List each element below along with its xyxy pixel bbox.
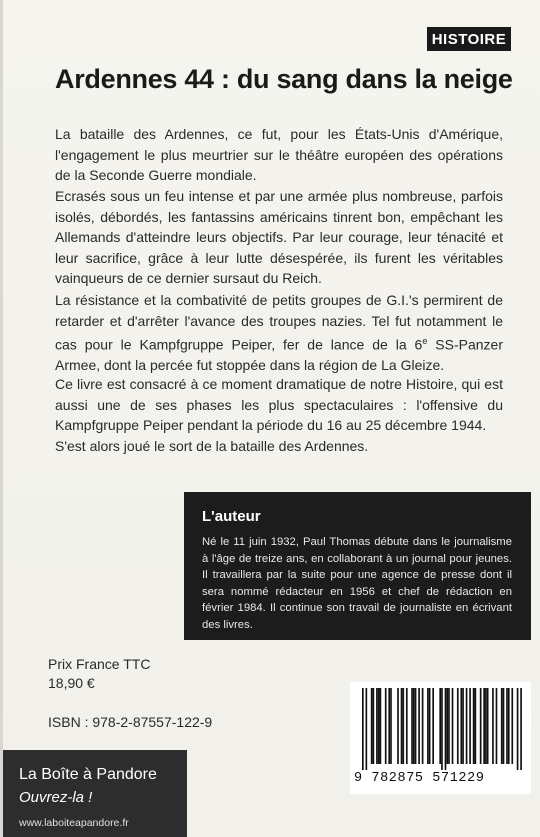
barcode-bar: [462, 688, 464, 764]
barcode-bar: [402, 688, 404, 764]
barcode-bar: [506, 688, 508, 764]
barcode-number: 9 782875 571229: [354, 771, 485, 786]
publisher-slogan: Ouvrez-la !: [19, 789, 93, 806]
barcode-bar: [411, 688, 413, 764]
price-value: 18,90 €: [48, 675, 95, 691]
summary-paragraph-1: La bataille des Ardennes, ce fut, pour les États-Unis d'Amérique, l'engagement le plus meurtrier sur le théâtre européen des opérations de la Seconde Guerre mondiale.: [55, 126, 503, 183]
barcode-bar: [397, 688, 399, 764]
barcode-bar: [415, 688, 417, 764]
barcode-bar: [473, 688, 475, 764]
barcode-bar: [446, 688, 448, 764]
barcode-bar: [496, 688, 498, 764]
book-title: Ardennes 44 : du sang dans la neige: [55, 64, 513, 94]
summary-paragraph-4: Ce livre est consacré à ce moment dramatique de notre Histoire, qui est aussi une de ses phases les plus spectaculaires : l'offensive du Kampfgruppe Peiper pendant la période du 16 au 25 décembre 1944.: [55, 376, 503, 433]
barcode-bar: [517, 688, 519, 770]
barcode-bar: [485, 688, 487, 764]
barcode-bar: [401, 688, 403, 764]
author-bio: Né le 11 juin 1932, Paul Thomas débute dans le journalisme à l'âge de treize ans, en collaborant à un journal pour jeunes. Il travaillera par la suite pour une agence de presse dont il sera nommé rédacteur en 1956 et chef de rédaction en février 1984. Il continue son travail de journaliste en écrivant des livres.: [202, 536, 512, 631]
barcode-bar: [475, 688, 477, 764]
barcode-bar: [511, 688, 513, 764]
summary-paragraph-3-part-2: SS-Panzer Armee, dont la percée fut stoppée dans la région de La Gleize.: [55, 336, 503, 374]
barcode-bar: [390, 688, 392, 764]
barcode-bar: [376, 688, 378, 764]
ordinal-superscript: e: [422, 336, 428, 346]
barcode-bar: [427, 688, 429, 764]
barcode-bar: [439, 688, 441, 764]
barcode-bar: [362, 688, 364, 770]
summary-paragraph-3: [55, 290, 503, 376]
barcode-bar: [503, 688, 505, 764]
summary-paragraph-5: S'est alors joué le sort de la bataille des Ardennes.: [55, 438, 369, 454]
barcode-bar: [501, 688, 503, 764]
barcode-bar: [406, 688, 408, 764]
barcode-bar: [466, 688, 468, 764]
barcode-bar: [380, 688, 382, 764]
barcode-bar: [445, 688, 447, 770]
publisher-website-link[interactable]: www.laboiteapandore.fr: [19, 817, 129, 829]
barcode-bar: [388, 688, 390, 764]
barcode-bar: [483, 688, 485, 764]
barcode-bar: [457, 688, 459, 764]
barcode-bar: [418, 688, 420, 764]
barcode-bar: [422, 688, 424, 764]
barcode-bar: [441, 688, 443, 770]
barcode: [350, 682, 531, 794]
barcode-bar: [448, 688, 450, 764]
barcode-bar: [366, 688, 368, 770]
isbn-label: ISBN : 978-2-87557-122-9: [48, 714, 213, 730]
barcode-bar: [385, 688, 387, 764]
summary-paragraph-2: Ecrasés sous un feu intense et par une armée plus nombreuse, parfois isolés, débordés, les fantassins américains tinrent bon, empêchant les Allemands d'atteindre leurs objectifs. Par leur courage, leur ténacité et leur sacrifice, grâce à leur lutte désespérée, ils furent les véritables vainqueurs de ce dernier sursaut du Reich.: [55, 188, 503, 286]
barcode-bar: [378, 688, 380, 764]
barcode-bar: [413, 688, 415, 764]
barcode-bar: [432, 688, 434, 764]
category-badge: HISTOIRE: [427, 27, 511, 51]
barcode-bar: [487, 688, 489, 764]
summary-paragraph-3-part-1: La résistance et la combativité de petits groupes de G.I.'s permirent de retarder et d'arrêter l'avance des troupes nazies. Tel fut notamment le cas pour le Kampfgruppe Peiper, fer de lance de la 6: [55, 292, 503, 353]
barcode-bar: [480, 688, 482, 764]
author-heading: L'auteur: [202, 508, 261, 525]
barcode-bar: [508, 688, 510, 764]
publisher-block: [3, 750, 187, 837]
barcode-bar: [429, 688, 431, 764]
barcode-bar: [460, 688, 462, 764]
barcode-bar: [469, 688, 471, 764]
price-label: Prix France TTC: [48, 656, 151, 672]
barcode-bar: [371, 688, 373, 764]
barcode-bar: [452, 688, 454, 764]
barcode-bar: [373, 688, 375, 764]
barcode-bars: [362, 688, 522, 770]
author-section: [184, 492, 531, 640]
publisher-name: La Boîte à Pandore: [19, 766, 157, 783]
barcode-bar: [520, 688, 522, 770]
barcode-bar: [492, 688, 494, 764]
